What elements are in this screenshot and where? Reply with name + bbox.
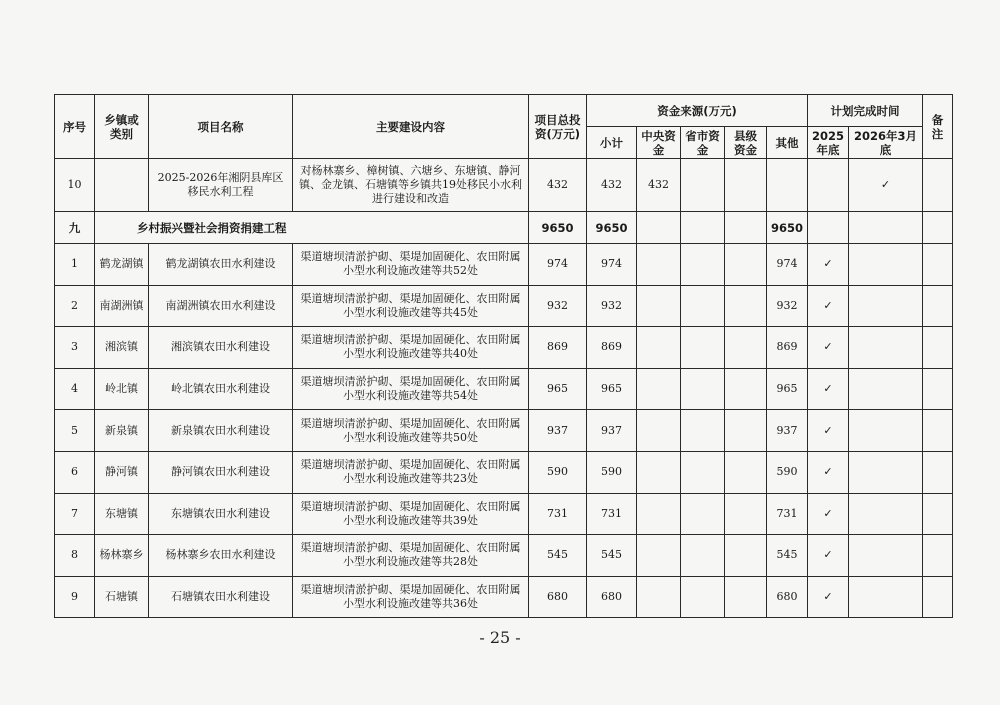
cell-town: 岭北镇 <box>95 368 149 410</box>
cell-name: 杨林寨乡农田水利建设 <box>149 535 293 577</box>
cell-total: 731 <box>529 493 587 535</box>
cell-subtotal: 731 <box>587 493 637 535</box>
check-icon: ✓ <box>808 576 849 618</box>
cell-content: 渠道塘坝清淤护砌、渠堤加固硬化、农田附属小型水利设施改建等共40处 <box>293 327 529 369</box>
cell-seq: 10 <box>55 159 95 212</box>
cell-other: 731 <box>767 493 808 535</box>
check-icon: ✓ <box>808 493 849 535</box>
cell-remark <box>923 368 953 410</box>
col-central: 中央资金 <box>637 127 681 159</box>
cell-county <box>725 535 767 577</box>
col-subtotal: 小计 <box>587 127 637 159</box>
cell-content: 渠道塘坝清淤护砌、渠堤加固硬化、农田附属小型水利设施改建等共36处 <box>293 576 529 618</box>
table-row <box>55 368 953 410</box>
col-total-invest: 项目总投资(万元) <box>529 95 587 159</box>
cell-2025 <box>808 159 849 212</box>
cell-remark <box>923 327 953 369</box>
cell-seq: 7 <box>55 493 95 535</box>
project-table <box>54 94 953 618</box>
col-content: 主要建设内容 <box>293 95 529 159</box>
cell-county <box>725 576 767 618</box>
cell-prov <box>681 159 725 212</box>
cell-town: 南湖洲镇 <box>95 285 149 327</box>
col-town: 乡镇或类别 <box>95 95 149 159</box>
cell-seq: 8 <box>55 535 95 577</box>
cell-central <box>637 493 681 535</box>
cell-content: 渠道塘坝清淤护砌、渠堤加固硬化、农田附属小型水利设施改建等共50处 <box>293 410 529 452</box>
section-row <box>55 212 953 244</box>
cell-2026 <box>849 285 923 327</box>
cell-content: 渠道塘坝清淤护砌、渠堤加固硬化、农田附属小型水利设施改建等共45处 <box>293 285 529 327</box>
section-other: 9650 <box>767 212 808 244</box>
cell-name: 东塘镇农田水利建设 <box>149 493 293 535</box>
cell-2026 <box>849 244 923 286</box>
cell-name: 2025-2026年湘阴县库区移民水利工程 <box>149 159 293 212</box>
check-icon: ✓ <box>808 410 849 452</box>
cell-subtotal: 974 <box>587 244 637 286</box>
table-row <box>55 285 953 327</box>
section-subtotal: 9650 <box>587 212 637 244</box>
cell-subtotal: 680 <box>587 576 637 618</box>
cell-remark <box>923 451 953 493</box>
cell-central <box>637 368 681 410</box>
cell-prov <box>681 327 725 369</box>
cell-county <box>725 493 767 535</box>
cell-subtotal: 932 <box>587 285 637 327</box>
cell-central <box>637 535 681 577</box>
cell-remark <box>923 535 953 577</box>
cell-prov <box>681 493 725 535</box>
cell-2026 <box>849 535 923 577</box>
cell-town: 静河镇 <box>95 451 149 493</box>
table-row <box>55 159 953 212</box>
col-2025: 2025年底 <box>808 127 849 159</box>
table-row <box>55 327 953 369</box>
cell-town: 杨林寨乡 <box>95 535 149 577</box>
cell-seq: 4 <box>55 368 95 410</box>
cell-central <box>637 327 681 369</box>
cell-name: 岭北镇农田水利建设 <box>149 368 293 410</box>
cell-county <box>725 244 767 286</box>
cell-town: 鹤龙湖镇 <box>95 244 149 286</box>
cell-subtotal: 937 <box>587 410 637 452</box>
header-row-1 <box>55 95 953 127</box>
cell-subtotal: 869 <box>587 327 637 369</box>
cell-other: 937 <box>767 410 808 452</box>
cell-central <box>637 285 681 327</box>
cell-other: 680 <box>767 576 808 618</box>
cell-2026 <box>849 451 923 493</box>
cell-seq: 9 <box>55 576 95 618</box>
cell-remark <box>923 285 953 327</box>
cell-county <box>725 285 767 327</box>
items-body <box>55 244 953 618</box>
cell-town: 湘滨镇 <box>95 327 149 369</box>
cell-total: 932 <box>529 285 587 327</box>
col-remark: 备注 <box>923 95 953 159</box>
col-plan-time: 计划完成时间 <box>808 95 923 127</box>
cell-county <box>725 159 767 212</box>
cell-remark <box>923 410 953 452</box>
cell-prov <box>681 576 725 618</box>
cell-name: 鹤龙湖镇农田水利建设 <box>149 244 293 286</box>
cell-other: 545 <box>767 535 808 577</box>
check-icon: ✓ <box>808 368 849 410</box>
cell-name: 石塘镇农田水利建设 <box>149 576 293 618</box>
check-icon: ✓ <box>808 285 849 327</box>
section-total: 9650 <box>529 212 587 244</box>
cell-town <box>95 159 149 212</box>
cell-seq: 3 <box>55 327 95 369</box>
cell-central: 432 <box>637 159 681 212</box>
cell-content: 渠道塘坝清淤护砌、渠堤加固硬化、农田附属小型水利设施改建等共39处 <box>293 493 529 535</box>
cell-county <box>725 368 767 410</box>
cell-prov <box>681 451 725 493</box>
check-icon: ✓ <box>808 535 849 577</box>
cell-other <box>767 159 808 212</box>
cell-total: 937 <box>529 410 587 452</box>
col-seq: 序号 <box>55 95 95 159</box>
cell-other: 965 <box>767 368 808 410</box>
cell-subtotal: 965 <box>587 368 637 410</box>
cell-town: 东塘镇 <box>95 493 149 535</box>
cell-total: 545 <box>529 535 587 577</box>
cell-seq: 2 <box>55 285 95 327</box>
cell-prov <box>681 535 725 577</box>
cell-subtotal: 432 <box>587 159 637 212</box>
cell-central <box>637 576 681 618</box>
page-number: - 25 - <box>479 628 521 647</box>
cell-total: 432 <box>529 159 587 212</box>
table-row <box>55 244 953 286</box>
table-row <box>55 451 953 493</box>
cell-total: 965 <box>529 368 587 410</box>
cell-central <box>637 244 681 286</box>
cell-content: 渠道塘坝清淤护砌、渠堤加固硬化、农田附属小型水利设施改建等共23处 <box>293 451 529 493</box>
cell-other: 974 <box>767 244 808 286</box>
cell-content: 对杨林寨乡、樟树镇、六塘乡、东塘镇、静河镇、金龙镇、石塘镇等乡镇共19处移民小水利进行建设和改造 <box>293 159 529 212</box>
section-seq: 九 <box>55 212 95 244</box>
cell-name: 新泉镇农田水利建设 <box>149 410 293 452</box>
col-fund-source: 资金来源(万元) <box>587 95 808 127</box>
cell-name: 静河镇农田水利建设 <box>149 451 293 493</box>
cell-county <box>725 327 767 369</box>
cell-seq: 5 <box>55 410 95 452</box>
cell-subtotal: 590 <box>587 451 637 493</box>
cell-prov <box>681 410 725 452</box>
check-icon: ✓ <box>808 451 849 493</box>
cell-town: 新泉镇 <box>95 410 149 452</box>
cell-name: 南湖洲镇农田水利建设 <box>149 285 293 327</box>
col-county: 县级资金 <box>725 127 767 159</box>
cell-content: 渠道塘坝清淤护砌、渠堤加固硬化、农田附属小型水利设施改建等共28处 <box>293 535 529 577</box>
cell-remark <box>923 493 953 535</box>
cell-2026 <box>849 493 923 535</box>
cell-name: 湘滨镇农田水利建设 <box>149 327 293 369</box>
cell-prov <box>681 244 725 286</box>
cell-2026 <box>849 410 923 452</box>
check-icon: ✓ <box>808 244 849 286</box>
check-icon: ✓ <box>808 327 849 369</box>
cell-remark <box>923 159 953 212</box>
cell-total: 590 <box>529 451 587 493</box>
cell-prov <box>681 368 725 410</box>
cell-total: 680 <box>529 576 587 618</box>
cell-seq: 1 <box>55 244 95 286</box>
cell-content: 渠道塘坝清淤护砌、渠堤加固硬化、农田附属小型水利设施改建等共52处 <box>293 244 529 286</box>
cell-content: 渠道塘坝清淤护砌、渠堤加固硬化、农田附属小型水利设施改建等共54处 <box>293 368 529 410</box>
table-row <box>55 410 953 452</box>
col-province-city: 省市资金 <box>681 127 725 159</box>
cell-central <box>637 410 681 452</box>
cell-county <box>725 410 767 452</box>
col-project-name: 项目名称 <box>149 95 293 159</box>
col-2026: 2026年3月底 <box>849 127 923 159</box>
cell-subtotal: 545 <box>587 535 637 577</box>
cell-other: 869 <box>767 327 808 369</box>
cell-2026 <box>849 327 923 369</box>
table-row <box>55 535 953 577</box>
check-icon: ✓ <box>849 159 923 212</box>
cell-town: 石塘镇 <box>95 576 149 618</box>
cell-other: 932 <box>767 285 808 327</box>
cell-total: 974 <box>529 244 587 286</box>
table-row <box>55 576 953 618</box>
cell-other: 590 <box>767 451 808 493</box>
cell-central <box>637 451 681 493</box>
cell-prov <box>681 285 725 327</box>
cell-county <box>725 451 767 493</box>
cell-remark <box>923 576 953 618</box>
cell-seq: 6 <box>55 451 95 493</box>
section-title: 乡村振兴暨社会捐资捐建工程 <box>95 212 529 244</box>
cell-total: 869 <box>529 327 587 369</box>
cell-2026 <box>849 576 923 618</box>
table-row <box>55 493 953 535</box>
cell-2026 <box>849 368 923 410</box>
col-other: 其他 <box>767 127 808 159</box>
cell-remark <box>923 244 953 286</box>
